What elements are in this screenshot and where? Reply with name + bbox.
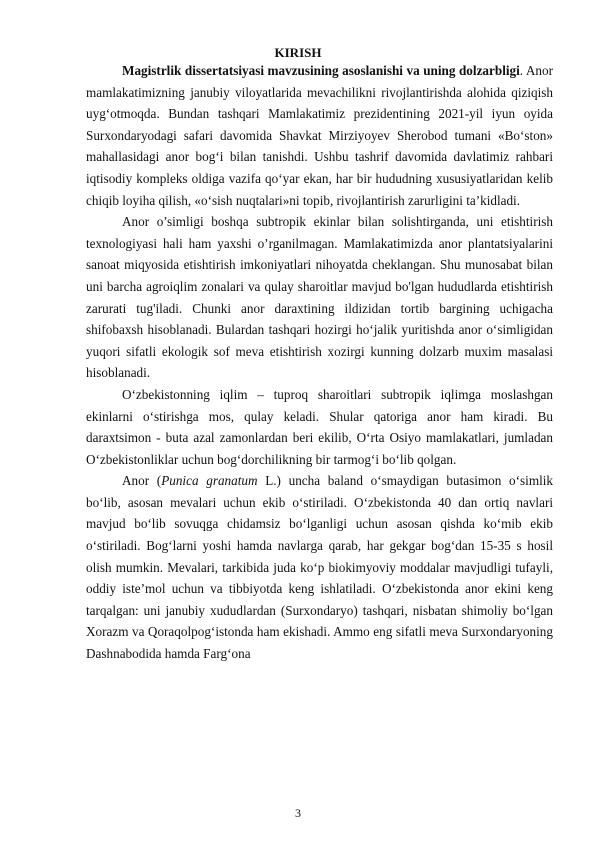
paragraph-text: Anor o’simligi boshqa subtropik ekinlar bilan solishtirganda, uni etishtirish texnologiyasi hali ham yaxshi o’rganilmagan. Mamlakatimizda anor plantatsiyalarini sanoat miqyosida etishtirish imkoniyatlari nihoyatda cheklangan. Shu munosabat bilan uni barcha agroiqlim zonalari va qulay sharoitlar mavjud bo'lgan hududlarda etishtirish zarurati tug'iladi. Chunki anor daraxtining ildizidan tortib bargining uchigacha shifobaxsh hisoblanadi. Bulardan tashqari hozirgi ho‘jalik yuritishda anor o‘simligidan yuqori sifatli ekologik sof meva etishtirish xozirgi kunning dolzarb muxim masalasi hisoblanadi. [86,214,553,381]
paragraph-cultivation [86,211,553,384]
paragraph-relevance [86,60,553,211]
paragraph-text: O‘zbekistonning iqlim – tuproq sharoitlari subtropik iqlimga moslashgan ekinlarni o‘stirishga mos, qulay keladi. Shular qatoriga anor ham kiradi. Bu daraxtsimon - buta azal zamonlardan beri ekilib, O‘rta Osiyo mamlakatlari, jumladan O‘zbekistonliklar uchun bog‘dorchilikning bir tarmog‘i bo‘lib qolgan. [86,386,553,467]
relevance-lead: Magistrlik dissertatsiyasi mavzusining asoslanishi va uning dolzarbligi [122,63,520,78]
paragraph-climate [86,384,553,470]
section-heading: KIRISH [274,45,322,60]
paragraph-text: L.) uncha baland o‘smaydigan butasimon o‘simlik bo‘lib, asosan mevalari uchun ekib o‘stiriladi. O‘zbekistonda 40 dan ortiq navlari mavjud bo‘lib sovuqga chidamsiz bo‘lganligi uchun asosan qishda ko‘mib ekib o‘stiriladi. Bog‘larni yoshi hamda navlarga qarab, har gekgar bog‘dan 15-35 s hosil olish mumkin. Mevalari, tarkibida juda ko‘p biokimyoviy moddalar mavjudligi tufayli, oddiy iste’mol uchun va tibbiyotda keng ishlatiladi. O‘zbekistonda anor ekini keng tarqalgan: uni janubiy xududlardan (Surxondaryo) tashqari, nisbatan shimoliy bo‘lgan Xorazm va Qoraqolpog‘istonda ham ekishadi. Ammo eng sifatli meva Surxondaryoning Dashnabodida hamda Farg‘ona [86,473,553,662]
paragraph-text: . Anor mamlakatimizning janubiy viloyatlarida mevachilikni rivojlantirishda alohida qiziqish uyg‘otmoqda. Bundan tashqari Mamlakatimiz prezidentining 2021-yil iyun oyida Surxondaryodagi safari davomida Shavkat Mirziyoyev Sherobod tumani «Bo‘ston» mahallasidagi anor bog‘i bilan tanishdi. Ushbu tashrif davomida davlatimiz rahbari iqtisodiy kompleks oldiga vazifa qo‘yar ekan, har bir hududning xususiyatlaridan kelib chiqib loyiha qilish, «o‘sish nuqtalari»ni topib, rivojlantirish zarurligini ta’kidladi. [86,63,553,208]
paragraph-botany [86,470,553,664]
document-body [86,60,553,665]
species-name: Punica granatum [161,473,258,489]
paragraph-prefix: Anor ( [122,473,162,489]
page-number: 3 [295,806,301,820]
